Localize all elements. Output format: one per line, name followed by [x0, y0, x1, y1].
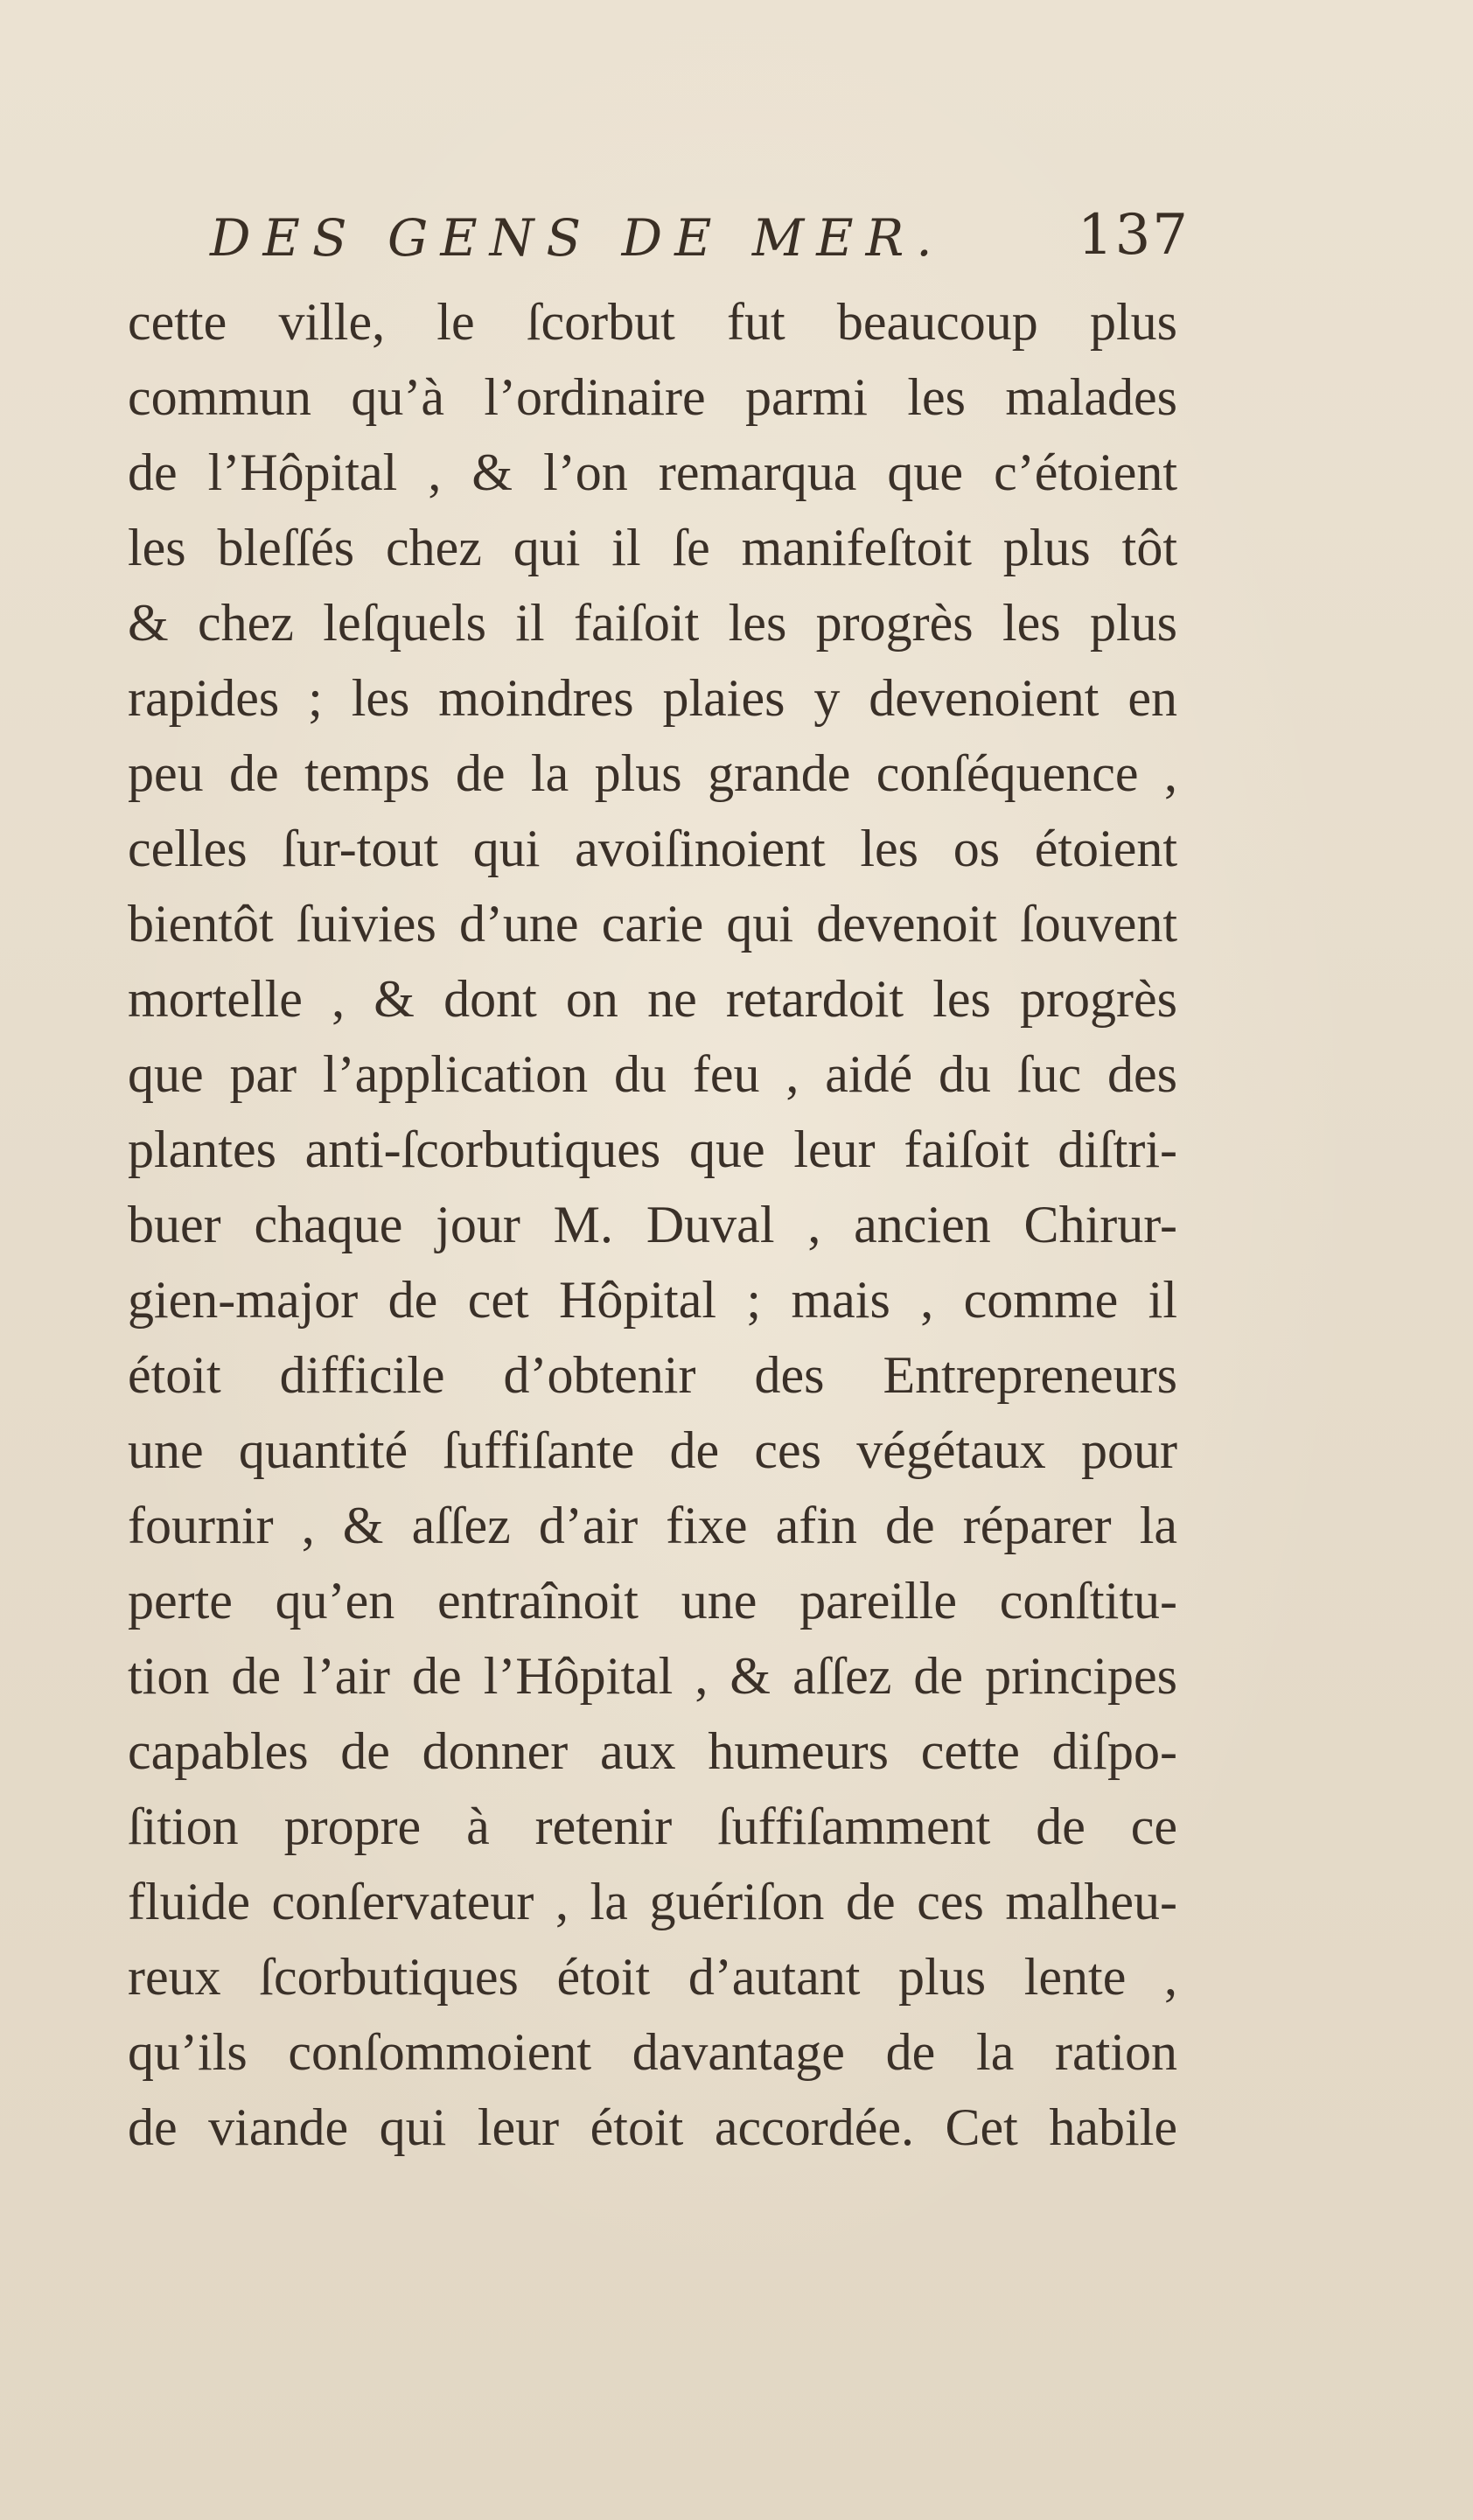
text-line: étoit difficile d’obtenir des Entrepreneurs	[128, 1346, 1177, 1404]
text-line: bientôt ſuivies d’une carie qui devenoit ſouvent	[128, 895, 1177, 953]
text-line: qu’ils conſommoient davantage de la ration	[128, 2023, 1177, 2081]
text-line: perte qu’en entraînoit une pareille conſtitu-	[128, 1572, 1177, 1630]
text-line: une quantité ſuffiſante de ces végétaux pour	[128, 1421, 1177, 1479]
text-line: tion de l’air de l’Hôpital , & aſſez de principes	[128, 1647, 1177, 1705]
page-header	[210, 199, 1190, 269]
text-line: buer chaque jour M. Duval , ancien Chirur-	[128, 1196, 1177, 1253]
text-line: capables de donner aux humeurs cette diſpo-	[128, 1722, 1177, 1780]
text-line: reux ſcorbutiques étoit d’autant plus lente ,	[128, 1948, 1177, 2006]
running-head: DES GENS DE MER.	[210, 208, 945, 268]
text-line: cette ville, le ſcorbut fut beaucoup plus	[128, 293, 1177, 351]
text-line: de l’Hôpital , & l’on remarqua que c’étoient	[128, 443, 1177, 501]
text-line: de viande qui leur étoit accordée. Cet habile	[128, 2098, 1177, 2156]
text-line: celles ſur-tout qui avoiſinoient les os étoient	[128, 820, 1177, 877]
text-line: plantes anti-ſcorbutiques que leur faiſoit diſtri-	[128, 1120, 1177, 1178]
text-line: ſition propre à retenir ſuffiſamment de ce	[128, 1798, 1177, 1855]
text-line: gien-major de cet Hôpital ; mais , comme il	[128, 1271, 1177, 1329]
text-line: rapides ; les moindres plaies y devenoient en	[128, 669, 1177, 727]
text-line: peu de temps de la plus grande conſéquence ,	[128, 744, 1177, 802]
text-line: fluide conſervateur , la guériſon de ces malheu-	[128, 1873, 1177, 1930]
text-line: mortelle , & dont on ne retardoit les progrès	[128, 970, 1177, 1028]
text-line: fournir , & aſſez d’air fixe afin de réparer la	[128, 1497, 1177, 1554]
text-line: que par l’application du feu , aidé du ſuc des	[128, 1045, 1177, 1103]
body-text	[128, 284, 1177, 2165]
text-line: & chez leſquels il faiſoit les progrès les plus	[128, 594, 1177, 652]
text-line: les bleſſés chez qui il ſe manifeſtoit plus tôt	[128, 519, 1177, 576]
text-line: commun qu’à l’ordinaire parmi les malades	[128, 368, 1177, 426]
page-number: 137	[1077, 203, 1190, 268]
